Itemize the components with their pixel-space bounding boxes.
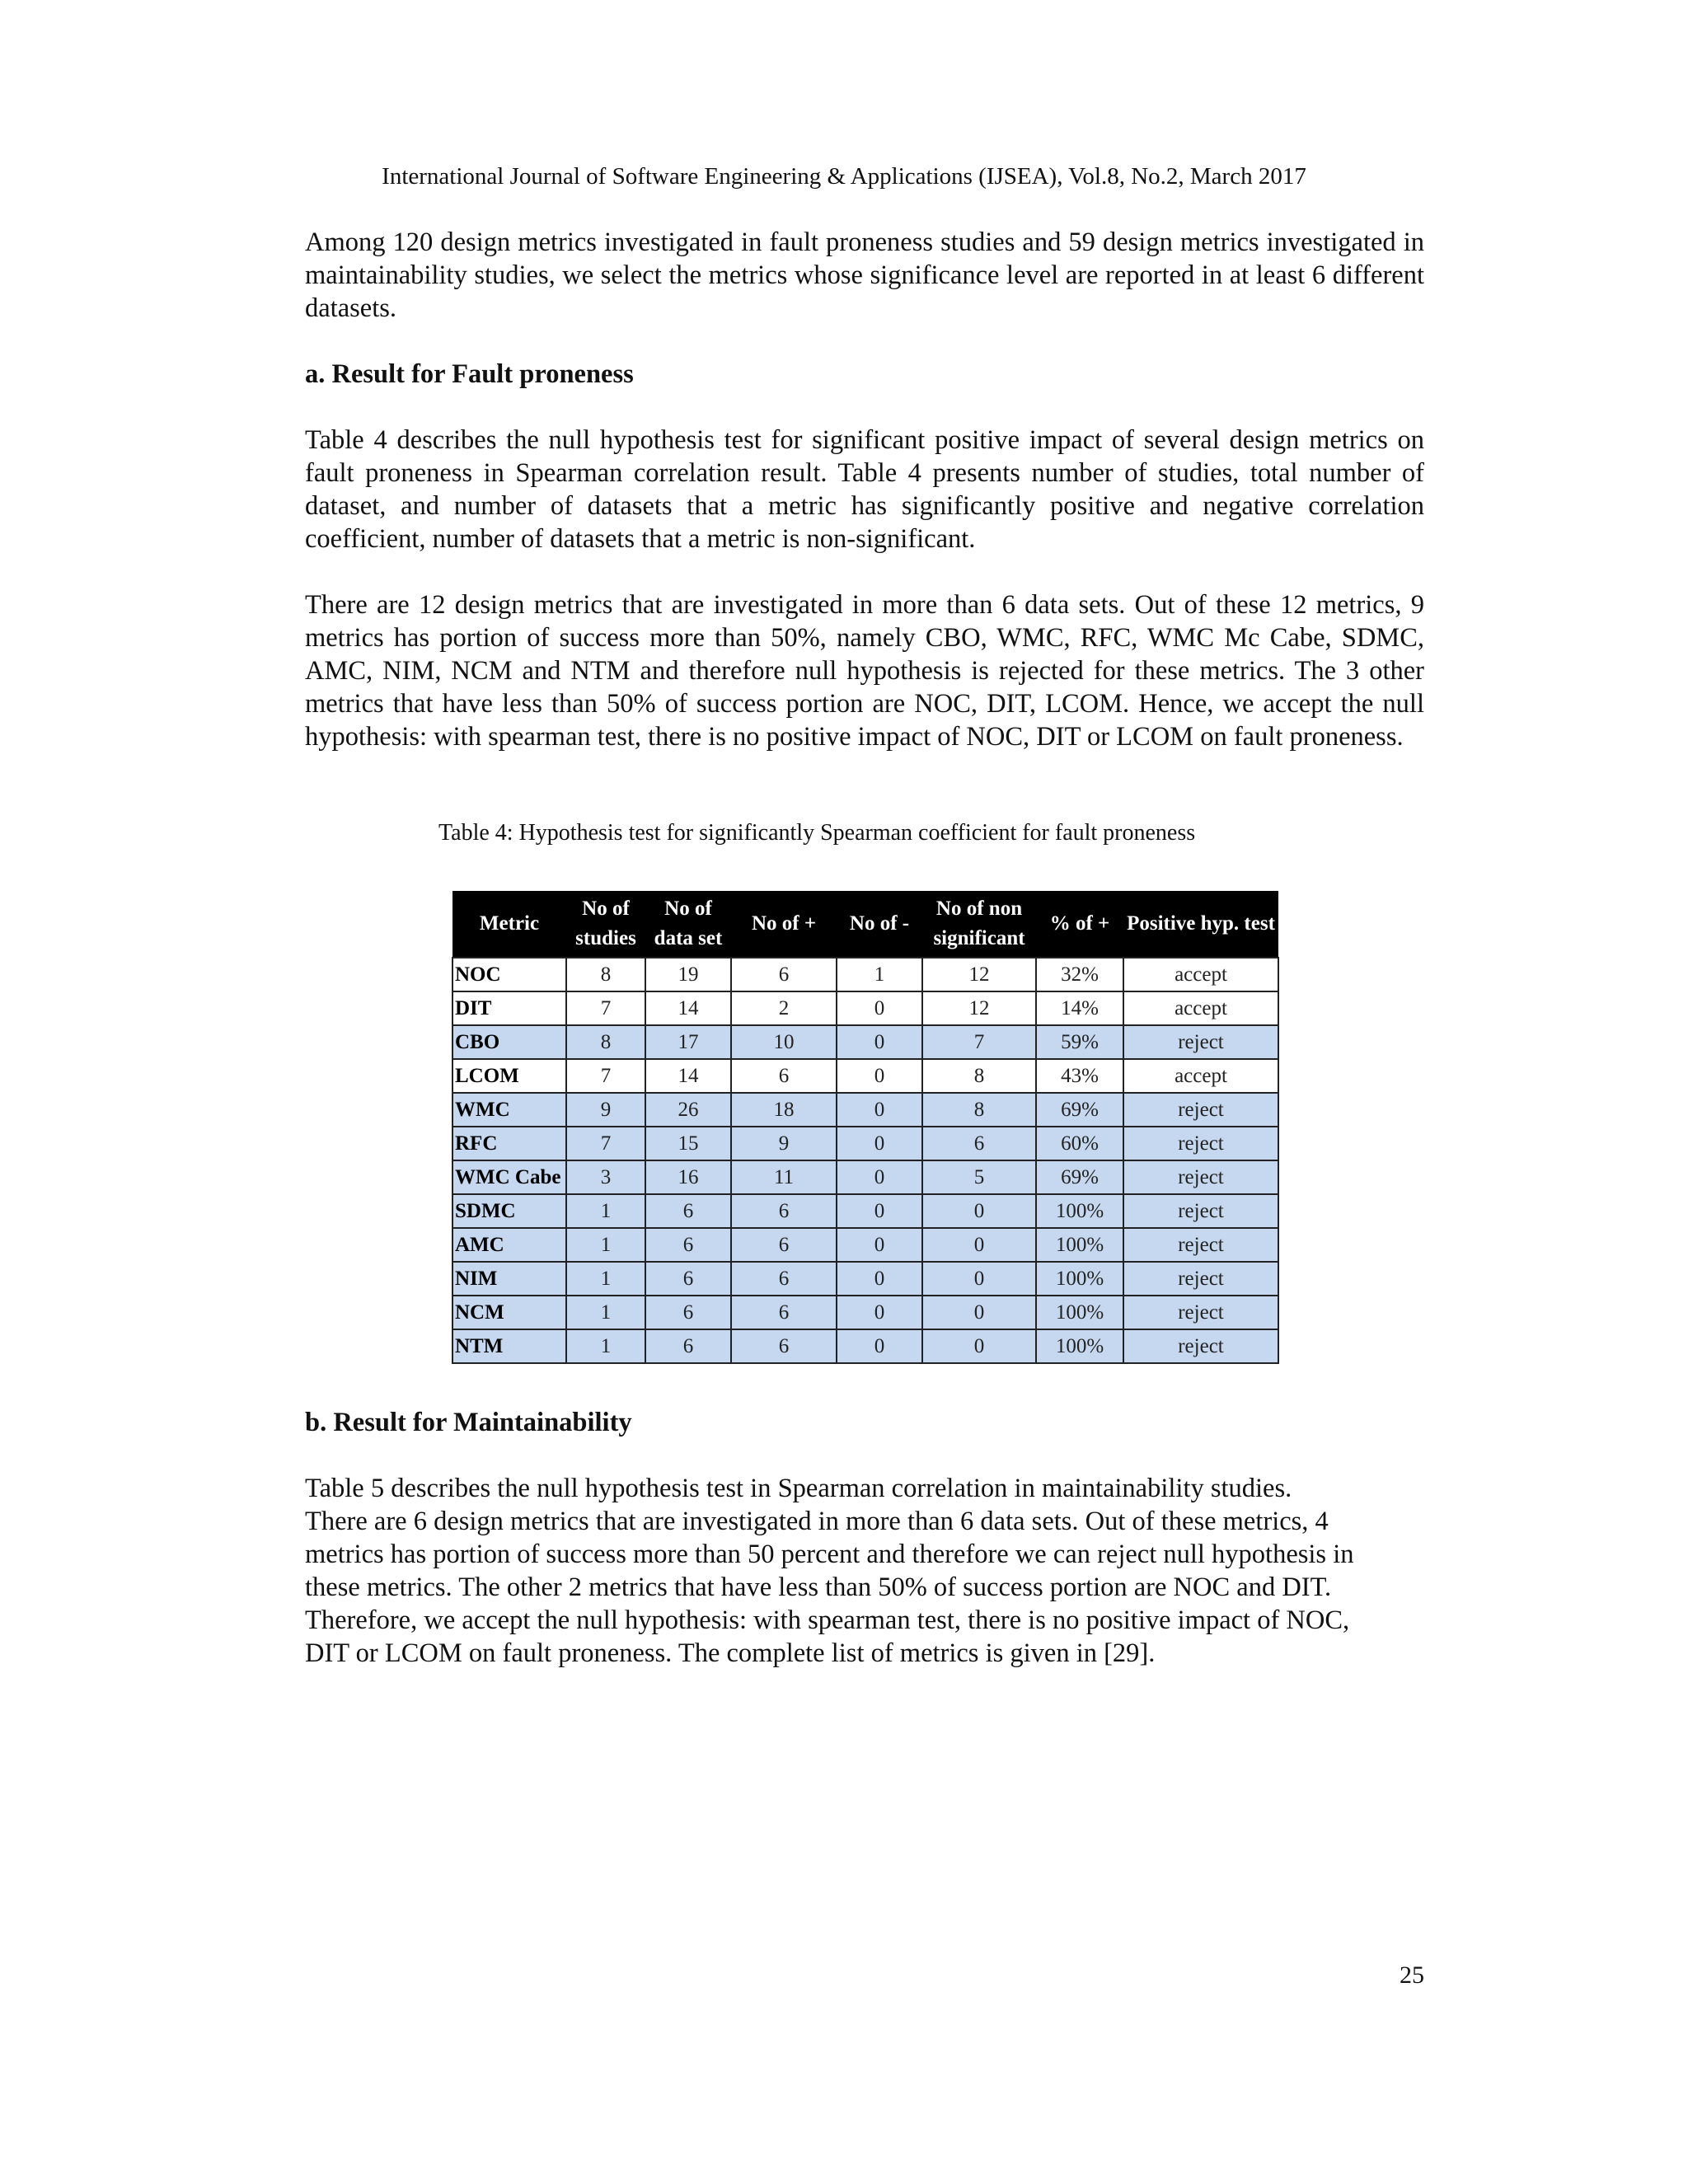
hyp-test-cell: reject	[1123, 1127, 1278, 1160]
negative-cell: 0	[837, 1329, 922, 1363]
col-header-negative: No of -	[837, 891, 922, 958]
nonsignificant-cell: 0	[922, 1329, 1036, 1363]
percent-cell: 14%	[1036, 991, 1123, 1025]
positive-cell: 6	[731, 1059, 837, 1093]
table-row	[452, 1329, 1278, 1363]
negative-cell: 0	[837, 1127, 922, 1160]
percent-cell: 100%	[1036, 1329, 1123, 1363]
section-a-heading: a. Result for Fault proneness	[305, 359, 634, 389]
hyp-test-cell: reject	[1123, 1296, 1278, 1329]
nonsignificant-cell: 0	[922, 1262, 1036, 1296]
datasets-cell: 14	[645, 991, 731, 1025]
table-row	[452, 1127, 1278, 1160]
datasets-cell: 6	[645, 1262, 731, 1296]
metric-cell: AMC	[452, 1228, 566, 1262]
percent-cell: 43%	[1036, 1059, 1123, 1093]
datasets-cell: 17	[645, 1025, 731, 1059]
percent-cell: 32%	[1036, 958, 1123, 991]
percent-cell: 69%	[1036, 1093, 1123, 1127]
col-header-nonsignificant: No of non significant	[922, 891, 1036, 958]
metric-cell: WMC Cabe	[452, 1160, 566, 1194]
col-header-percent: % of +	[1036, 891, 1123, 958]
positive-cell: 18	[731, 1093, 837, 1127]
positive-cell: 6	[731, 1296, 837, 1329]
studies-cell: 8	[566, 958, 645, 991]
datasets-cell: 6	[645, 1194, 731, 1228]
studies-cell: 7	[566, 1127, 645, 1160]
datasets-cell: 14	[645, 1059, 731, 1093]
hyp-test-cell: reject	[1123, 1160, 1278, 1194]
table-row	[452, 1262, 1278, 1296]
table-4-body	[452, 958, 1278, 1363]
section-b-heading-block	[305, 1406, 1424, 1439]
section-a-paragraph-1: Table 4 describes the null hypothesis test for significant positive impact of several design metrics on fault proneness in Spearman correlation result. Table 4 presents number of studies, total number of dataset, and number of datasets that a metric has significantly positive and negative correlation coefficient, number of datasets that a metric is non-significant.	[305, 425, 1424, 554]
negative-cell: 0	[837, 1296, 922, 1329]
table-row	[452, 958, 1278, 991]
table-row	[452, 1059, 1278, 1093]
section-b-line-6: DIT or LCOM on fault proneness. The complete list of metrics is given in [29].	[305, 1638, 1156, 1668]
positive-cell: 10	[731, 1025, 837, 1059]
table-4-grid	[452, 891, 1279, 1364]
nonsignificant-cell: 0	[922, 1296, 1036, 1329]
hyp-test-cell: reject	[1123, 1329, 1278, 1363]
running-header: International Journal of Software Engineering & Applications (IJSEA), Vol.8, No.2, March 2017	[382, 163, 1306, 190]
metric-cell: CBO	[452, 1025, 566, 1059]
positive-cell: 2	[731, 991, 837, 1025]
percent-cell: 59%	[1036, 1025, 1123, 1059]
positive-cell: 6	[731, 1194, 837, 1228]
metric-cell: WMC	[452, 1093, 566, 1127]
nonsignificant-cell: 8	[922, 1059, 1036, 1093]
negative-cell: 0	[837, 1228, 922, 1262]
positive-cell: 6	[731, 1228, 837, 1262]
table-row	[452, 1194, 1278, 1228]
negative-cell: 0	[837, 991, 922, 1025]
percent-cell: 100%	[1036, 1228, 1123, 1262]
table-row	[452, 1025, 1278, 1059]
negative-cell: 0	[837, 1160, 922, 1194]
metric-cell: NOC	[452, 958, 566, 991]
table-row	[452, 991, 1278, 1025]
percent-cell: 69%	[1036, 1160, 1123, 1194]
section-b-heading: b. Result for Maintainability	[305, 1408, 632, 1437]
table-4-caption: Table 4: Hypothesis test for significantly Spearman coefficient for fault proneness	[438, 820, 1196, 846]
section-b-line-5: Therefore, we accept the null hypothesis: with spearman test, there is no positive impact of NOC,	[305, 1605, 1350, 1635]
nonsignificant-cell: 12	[922, 991, 1036, 1025]
metric-cell: RFC	[452, 1127, 566, 1160]
percent-cell: 100%	[1036, 1194, 1123, 1228]
section-a-p1-block	[305, 424, 1424, 555]
percent-cell: 100%	[1036, 1262, 1123, 1296]
metric-cell: NCM	[452, 1296, 566, 1329]
studies-cell: 1	[566, 1228, 645, 1262]
col-header-studies: No of studies	[566, 891, 645, 958]
studies-cell: 3	[566, 1160, 645, 1194]
studies-cell: 7	[566, 991, 645, 1025]
intro-block	[305, 226, 1424, 325]
hyp-test-cell: reject	[1123, 1194, 1278, 1228]
hyp-test-cell: accept	[1123, 991, 1278, 1025]
table-4	[452, 891, 1278, 1364]
datasets-cell: 16	[645, 1160, 731, 1194]
section-b-line-1: Table 5 describes the null hypothesis test in Spearman correlation in maintainability studies.	[305, 1474, 1292, 1503]
percent-cell: 60%	[1036, 1127, 1123, 1160]
negative-cell: 0	[837, 1059, 922, 1093]
hyp-test-cell: reject	[1123, 1025, 1278, 1059]
table-row	[452, 1296, 1278, 1329]
studies-cell: 1	[566, 1262, 645, 1296]
hyp-test-cell: accept	[1123, 958, 1278, 991]
section-b-line-2: There are 6 design metrics that are investigated in more than 6 data sets. Out of these metrics, 4	[305, 1507, 1329, 1536]
table-row	[452, 1160, 1278, 1194]
col-header-hyp-test: Positive hyp. test	[1123, 891, 1278, 958]
percent-cell: 100%	[1036, 1296, 1123, 1329]
datasets-cell: 26	[645, 1093, 731, 1127]
metric-cell: NTM	[452, 1329, 566, 1363]
positive-cell: 11	[731, 1160, 837, 1194]
table-row	[452, 1093, 1278, 1127]
nonsignificant-cell: 5	[922, 1160, 1036, 1194]
page-number: 25	[1400, 1961, 1424, 1989]
datasets-cell: 19	[645, 958, 731, 991]
negative-cell: 0	[837, 1093, 922, 1127]
studies-cell: 1	[566, 1296, 645, 1329]
hyp-test-cell: reject	[1123, 1093, 1278, 1127]
negative-cell: 0	[837, 1262, 922, 1296]
metric-cell: SDMC	[452, 1194, 566, 1228]
section-a-paragraph-2: There are 12 design metrics that are investigated in more than 6 data sets. Out of these 12 metrics, 9 metrics has portion of success more than 50%, namely CBO, WMC, RFC, WMC Mc Cabe, SDMC, AMC, NIM, NCM and NTM and therefore null hypothesis is rejected for these metrics. The 3 other metrics that have less than 50% of success portion are NOC, DIT, LCOM. Hence, we accept the null hypothesis: with spearman test, there is no positive impact of NOC, DIT or LCOM on fault proneness.	[305, 590, 1424, 752]
section-b-block	[305, 1472, 1424, 1670]
studies-cell: 8	[566, 1025, 645, 1059]
section-b-line-4: these metrics. The other 2 metrics that have less than 50% of success portion are NOC and DIT.	[305, 1572, 1332, 1602]
col-header-metric: Metric	[452, 891, 566, 958]
table-header-row	[452, 891, 1278, 958]
nonsignificant-cell: 6	[922, 1127, 1036, 1160]
section-a-heading-block	[305, 358, 1424, 391]
positive-cell: 9	[731, 1127, 837, 1160]
studies-cell: 1	[566, 1329, 645, 1363]
col-header-datasets: No of data set	[645, 891, 731, 958]
metric-cell: DIT	[452, 991, 566, 1025]
hyp-test-cell: reject	[1123, 1262, 1278, 1296]
metric-cell: LCOM	[452, 1059, 566, 1093]
positive-cell: 6	[731, 958, 837, 991]
hyp-test-cell: accept	[1123, 1059, 1278, 1093]
datasets-cell: 6	[645, 1228, 731, 1262]
negative-cell: 0	[837, 1194, 922, 1228]
section-a-p2-block	[305, 588, 1424, 753]
negative-cell: 1	[837, 958, 922, 991]
table-row	[452, 1228, 1278, 1262]
nonsignificant-cell: 0	[922, 1194, 1036, 1228]
positive-cell: 6	[731, 1329, 837, 1363]
nonsignificant-cell: 12	[922, 958, 1036, 991]
studies-cell: 9	[566, 1093, 645, 1127]
positive-cell: 6	[731, 1262, 837, 1296]
datasets-cell: 6	[645, 1296, 731, 1329]
metric-cell: NIM	[452, 1262, 566, 1296]
intro-paragraph: Among 120 design metrics investigated in fault proneness studies and 59 design metrics investigated in maintainability studies, we select the metrics whose significance level are reported in at least 6 different datasets.	[305, 227, 1424, 323]
col-header-positive: No of +	[731, 891, 837, 958]
negative-cell: 0	[837, 1025, 922, 1059]
studies-cell: 7	[566, 1059, 645, 1093]
section-b-line-3: metrics has portion of success more than 50 percent and therefore we can reject null hypothesis in	[305, 1540, 1354, 1569]
nonsignificant-cell: 8	[922, 1093, 1036, 1127]
studies-cell: 1	[566, 1194, 645, 1228]
nonsignificant-cell: 7	[922, 1025, 1036, 1059]
datasets-cell: 6	[645, 1329, 731, 1363]
datasets-cell: 15	[645, 1127, 731, 1160]
hyp-test-cell: reject	[1123, 1228, 1278, 1262]
nonsignificant-cell: 0	[922, 1228, 1036, 1262]
